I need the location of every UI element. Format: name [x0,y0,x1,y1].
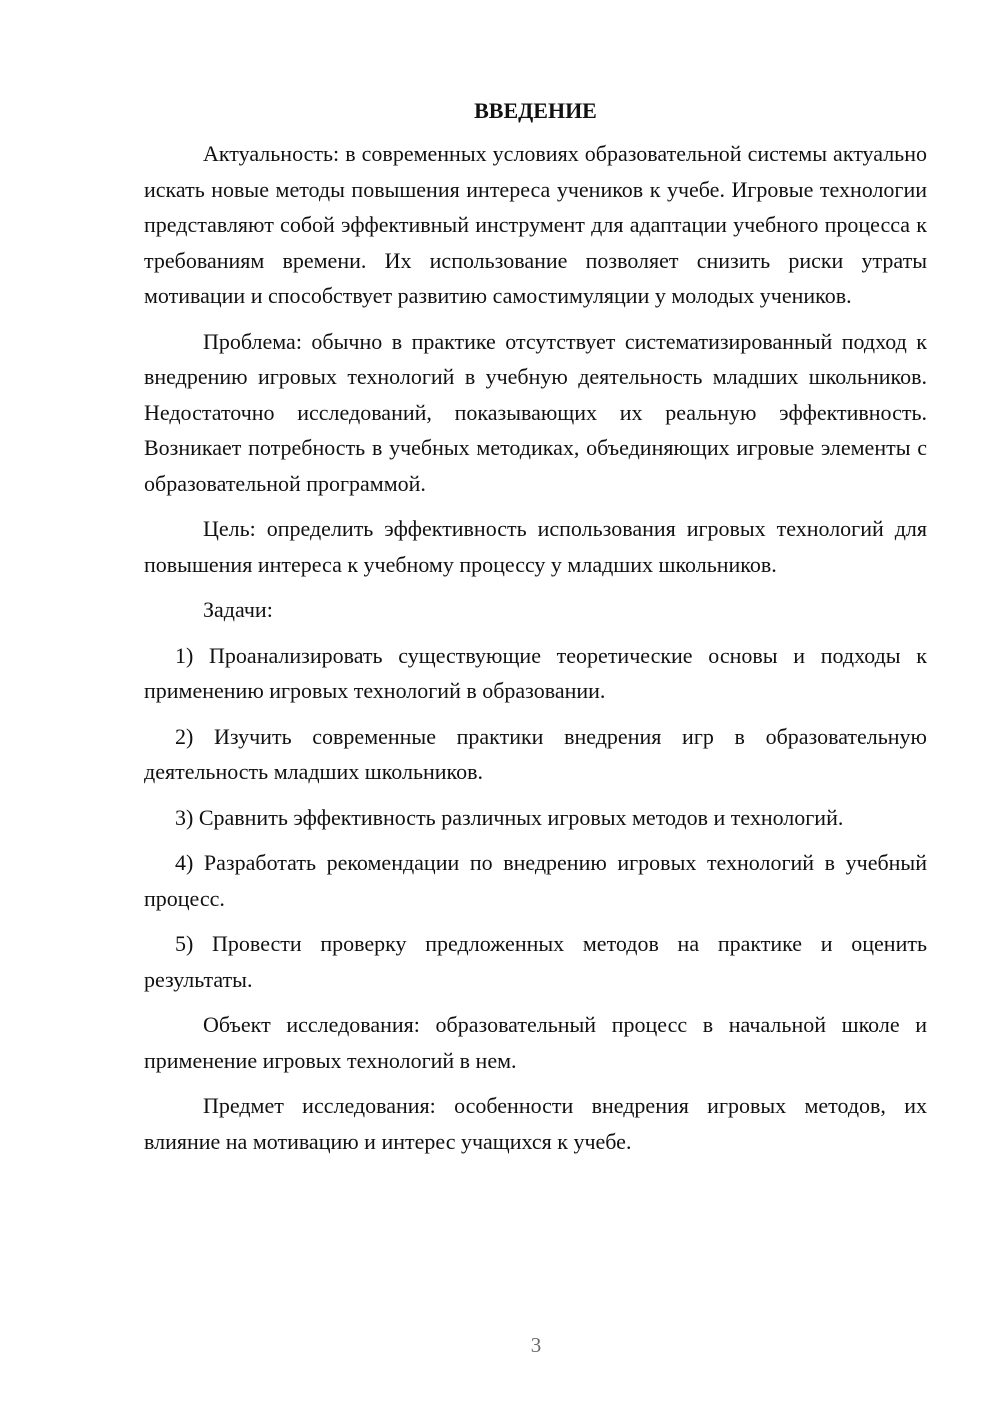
research-object-paragraph: Объект исследования: образовательный процесс в начальной школе и применение игровых технологий в нем. [144,1012,927,1073]
tasks-label: Задачи: [203,597,273,622]
research-subject-paragraph: Предмет исследования: особенности внедрения игровых методов, их влияние на мотивацию и интерес учащихся к учебе. [144,1093,927,1154]
problem-paragraph: Проблема: обычно в практике отсутствует систематизированный подход к внедрению игровых технологий в учебную деятельность младших школьников. Недостаточно исследований, показывающих их реальную эффективность. Возникает потребность в учебных методиках, объединяющих игровые элементы с образовательной программой. [144,328,927,496]
relevance-paragraph: Актуальность: в современных условиях образовательной системы актуально искать новые методы повышения интереса учеников к учебе. Игровые технологии представляют собой эффективный инструмент для адаптации учебного процесса к требованиям времени. Их использование позволяет снизить риски утраты мотивации и способствует развитию самостимуляции у молодых учеников. [144,141,927,308]
goal-paragraph: Цель: определить эффективность использования игровых технологий для повышения интереса к учебному процессу у младших школьников. [144,516,927,577]
task-item-1: 1) Проанализировать существующие теоретические основы и подходы к применению игровых технологий в образовании. [144,642,927,703]
section-heading: ВВЕДЕНИЕ [474,98,597,123]
task-item-4: 4) Разработать рекомендации по внедрению игровых технологий в учебный процесс. [144,850,927,911]
page-content [144,94,927,1159]
task-item-3: 3) Сравнить эффективность различных игровых методов и технологий. [175,804,844,830]
task-item-2: 2) Изучить современные практики внедрения игр в образовательную деятельность младших школьников. [144,723,927,784]
page-number: 3 [530,1333,542,1357]
task-item-5: 5) Провести проверку предложенных методов на практике и оценить результаты. [144,931,927,992]
